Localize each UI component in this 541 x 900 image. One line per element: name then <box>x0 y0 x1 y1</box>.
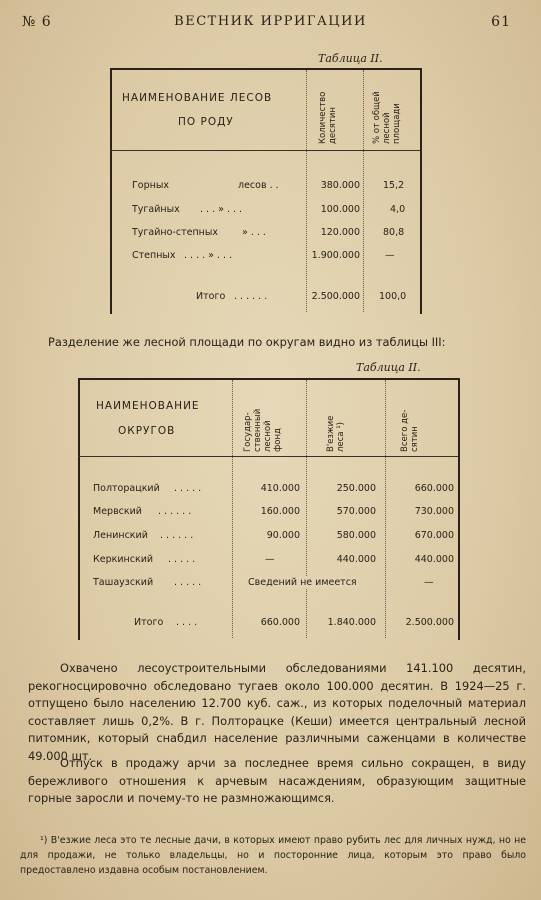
table1-head-col3: % от общей лесной площади <box>372 91 402 144</box>
table2-row-dots: . . . . . . <box>160 530 194 541</box>
table1-total-dots: . . . . . . <box>234 291 268 302</box>
table2-tashauz-name: Ташаузский <box>93 577 154 588</box>
table2-row-entry: 250.000 <box>336 483 376 494</box>
table1-row-pct: 15,2 <box>383 180 405 191</box>
table2-total-dots: . . . . <box>176 617 198 628</box>
table1-row-name: Степных <box>132 250 176 261</box>
table1-head-name-1: НАИМЕНОВАНИЕ ЛЕСОВ <box>122 92 273 104</box>
table2-total-total: 2.500.000 <box>405 617 454 628</box>
table1-row-pct: 80,8 <box>383 227 405 238</box>
table2-row-name: Керкинский <box>93 554 154 565</box>
table1-row-pct: — <box>385 250 395 261</box>
paragraph-survey: Охвачено лесоустроительными обследованиями 141.100 десятин, рекогносцировочно обследовано тугаев около 100.000 десятин. В 1924—25 г. отпущено было населению 12.700 куб. саж., из которых поделочный материал составляет лишь 0,2%. В г. Полторацке (Кеши) имеется центральный лесной питомник, который снабдил население различными саженцами в количестве 49.000 шт. <box>28 661 526 763</box>
table1-row-name: Горных <box>132 180 169 191</box>
footnote: ¹) В'езжие леса это те лесные дачи, в которых имеют право рубить лес для личных нужд, но не для продажи, не только владельцы, но и посторонние лица, которым это право было предоставлено издавна особым постановлением. <box>20 835 526 876</box>
table2-head-col4: Всего де- сятин <box>400 409 420 452</box>
table1-row-dots: . . . . » . . . <box>184 250 233 261</box>
page-number: 61 <box>491 14 511 30</box>
table2-row-entry: 440.000 <box>336 554 376 565</box>
table1-total-area: 2.500.000 <box>311 291 360 302</box>
table1-header-rule <box>110 150 420 151</box>
table1-row-name: Тугайных <box>132 204 180 215</box>
table2-head-name-2: ОКРУГОВ <box>118 425 176 437</box>
table2-row-total: 730.000 <box>414 506 454 517</box>
table1-head-name-2: ПО РОДУ <box>178 116 234 128</box>
intro-line: Разделение же лесной площади по округам видно из таблицы III: <box>48 335 446 349</box>
table2-row-name: Ленинский <box>93 530 148 541</box>
table2-head-name-1: НАИМЕНОВАНИЕ <box>96 400 200 412</box>
table2-row-state: 160.000 <box>260 506 300 517</box>
table2-tashauz-note: Сведений не имеется <box>248 577 357 588</box>
table2-row-dots: . . . . . . <box>158 506 192 517</box>
paragraph-archa: Отпуск в продажу арчи за последнее время сильно сокращен, в виду бережливого отношения к арчевым насаждениям, образующим защитные горные заросли и почему-то не размножающимся. <box>28 756 526 805</box>
table2-head-col3: В'езжие леса ¹) <box>326 415 346 452</box>
table1-caption: Таблица II. <box>318 52 383 65</box>
table1-row-area: 120.000 <box>320 227 360 238</box>
table2-total-entry: 1.840.000 <box>327 617 376 628</box>
table2-tashauz-dots: . . . . . <box>174 577 202 588</box>
table1-col-divider <box>363 70 364 312</box>
table2-total-state: 660.000 <box>260 617 300 628</box>
table2-row-name: Полторацкий <box>93 483 160 494</box>
table2-row-total: 660.000 <box>414 483 454 494</box>
table1-total-pct: 100,0 <box>379 291 407 302</box>
table2-row-total: 670.000 <box>414 530 454 541</box>
table1-row-area: 1.900.000 <box>311 250 360 261</box>
table2-total-name: Итого <box>134 617 164 628</box>
table1-total-name: Итого <box>196 291 226 302</box>
table1-col-divider <box>306 70 307 312</box>
table2-head-col2: Государ- ственный лесной фонд <box>243 408 283 452</box>
issue-number: № 6 <box>22 14 52 30</box>
table2-row-state: 410.000 <box>260 483 300 494</box>
table2-row-dots: . . . . . <box>168 554 196 565</box>
table2-row-name: Мервский <box>93 506 142 517</box>
table2-row-dots: . . . . . <box>174 483 202 494</box>
table1-row-area: 100.000 <box>320 204 360 215</box>
table2-caption: Таблица II. <box>356 361 421 374</box>
table1-row-pct: 4,0 <box>390 204 406 215</box>
table1-row-dots: » . . . <box>242 227 266 238</box>
table1-row-dots: . . . » . . . <box>200 204 243 215</box>
table2-row-total: 440.000 <box>414 554 454 565</box>
table2-col-divider <box>306 380 307 638</box>
table1-head-col2: Количество десятин <box>318 91 338 144</box>
table2-tashauz-total: — <box>424 577 434 588</box>
table2-header-rule <box>78 456 458 457</box>
table2-row-state: 90.000 <box>266 530 300 541</box>
table2-row-state: — <box>265 554 275 565</box>
table2-col-divider <box>385 380 386 638</box>
journal-title: ВЕСТНИК ИРРИГАЦИИ <box>174 14 367 29</box>
table2-row-entry: 580.000 <box>336 530 376 541</box>
table1-row-dots: лесов . . <box>238 180 279 191</box>
table2-col-divider <box>232 380 233 638</box>
table1-row-area: 380.000 <box>320 180 360 191</box>
table1-row-name: Тугайно-степных <box>132 227 219 238</box>
table2-row-entry: 570.000 <box>336 506 376 517</box>
